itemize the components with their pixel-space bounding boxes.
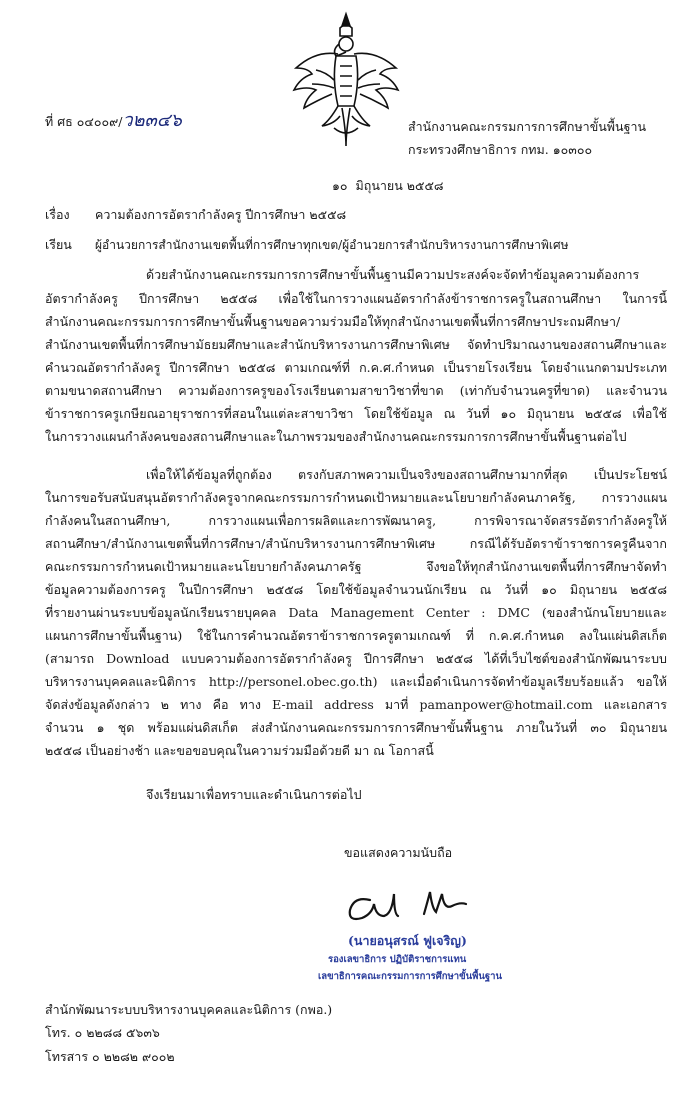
paragraph-1-line: สำนักงานคณะกรรมการการศึกษาขั้นพื้นฐานขอความร่วมมือให้ทุกสำนักงานเขตพื้นที่การศึกษาประถมศึกษา/ xyxy=(45,314,621,329)
signer-position: เลขาธิการคณะกรรมการการศึกษาขั้นพื้นฐาน xyxy=(318,971,502,982)
paragraph-1-line: ตามขนาดสถานศึกษา ความต้องการครูของโรงเรียนตามสาขาวิชาที่ขาด (เท่ากับจำนวนครูที่ขาด) และจำนวน xyxy=(45,383,667,398)
agency-name: สำนักงานคณะกรรมการการศึกษาขั้นพื้นฐาน xyxy=(408,119,647,134)
document-date xyxy=(332,177,444,195)
footer-phone: โทร. ๐ ๒๒๘๘ ๕๖๓๖ xyxy=(45,1025,160,1040)
paragraph-1-line: อัตรากำลังครู ปีการศึกษา ๒๕๕๘ เพื่อใช้ในการวางแผนอัตรากำลังข้าราชการครูในสถานศึกษา ในการนี้ xyxy=(45,291,667,306)
date-day: ๑๐ xyxy=(332,178,348,193)
paragraph-2-line: (สามารถ Download แบบความต้องการอัตรากำลังครู ปีการศึกษา ๒๕๕๘ ได้ที่เว็บไซต์ของสำนักพัฒนาระบบ xyxy=(45,651,667,666)
closing-request: จึงเรียนมาเพื่อทราบและดำเนินการต่อไป xyxy=(146,787,362,802)
reference-handwritten: ว๒๓๔๖ xyxy=(122,110,182,131)
paragraph-2-line: ๒๕๕๘ เป็นอย่างช้า และขอขอบคุณในความร่วมมือด้วยดี มา ณ โอกาสนี้ xyxy=(45,743,434,758)
paragraph-2-line: จำนวน ๑ ชุด พร้อมแผ่นดิสเก็ต ส่งสำนักงานคณะกรรมการการศึกษาขั้นพื้นฐาน ภายในวันที่ ๓๐ มิถุนายน xyxy=(45,720,667,735)
paragraph-1-line: คำนวณอัตรากำลังครู ปีการศึกษา ๒๕๕๘ ตามเกณฑ์ที่ ก.ค.ศ.กำหนด เป็นรายโรงเรียน โดยจำแนกตามประเภท xyxy=(45,360,667,375)
regards-text: ขอแสดงความนับถือ xyxy=(344,845,453,860)
paragraph-1-line: ข้าราชการครูเกษียณอายุราชการที่สอนในแต่ละสาขาวิชา โดยใช้ข้อมูล ณ วันที่ ๑๐ มิถุนายน ๒๕๕๘ เพื่อใช้ xyxy=(45,406,667,421)
recipient-label: เรียน xyxy=(45,237,72,252)
paragraph-2-line: แผนการศึกษาขั้นพื้นฐาน) ใช้ในการคำนวณอัตราข้าราชการครูตามเกณฑ์ ที่ ก.ค.ศ.กำหนด ลงในแผ่นดิสเก็ต xyxy=(45,628,667,643)
paragraph-2-line: ในการขอรับสนับสนุนอัตรากำลังครูจากคณะกรรมการกำหนดเป้าหมายและนโยบายกำลังคนภาครัฐ, การวางแผน xyxy=(45,490,667,505)
signer-name: (นายอนุสรณ์ ฟูเจริญ) xyxy=(348,933,467,948)
paragraph-2-line: ที่รายงานผ่านระบบข้อมูลนักเรียนรายบุคคล Data Management Center : DMC (ของสำนักนโยบายและ xyxy=(45,605,667,620)
agency-address: กระทรวงศึกษาธิการ กทม. ๑๐๓๐๐ xyxy=(408,142,593,157)
paragraph-1-line: ด้วยสำนักงานคณะกรรมการการศึกษาขั้นพื้นฐานมีความประสงค์จะจัดทำข้อมูลความต้องการ xyxy=(146,267,640,282)
signer-title: รองเลขาธิการ ปฏิบัติราชการแทน xyxy=(328,954,467,965)
paragraph-2-line: กำลังคนในสถานศึกษา, การวางแผนเพื่อการผลิตและการพัฒนาครู, การพิจารณาจัดสรรอัตรากำลังครูให้ xyxy=(45,513,667,528)
reference-number xyxy=(45,112,182,131)
footer-office: สำนักพัฒนาระบบบริหารงานบุคคลและนิติการ (กพอ.) xyxy=(45,1002,333,1017)
paragraph-2-line: คณะกรรมการกำหนดเป้าหมายและนโยบายกำลังคนภาครัฐ จึงขอให้ทุกสำนักงานเขตพื้นที่การศึกษาจัดทำ xyxy=(45,559,667,574)
paragraph-2-line: บริหารงานบุคคลและนิติการ http://personel.obec.go.th) และเมื่อดำเนินการจัดทำข้อมูลเรียบร้อยแล้ว ขอให้ xyxy=(45,674,667,689)
paragraph-2-line: ข้อมูลความต้องการครู ในปีการศึกษา ๒๕๕๘ โดยใช้ข้อมูลจำนวนนักเรียน ณ วันที่ ๑๐ มิถุนายน ๒๕๕๘ xyxy=(45,582,667,597)
signature-icon xyxy=(340,880,480,930)
date-month-year: มิถุนายน ๒๕๕๘ xyxy=(355,178,444,193)
reference-printed: ที่ ศธ ๐๔๐๐๙/ xyxy=(45,114,123,129)
paragraph-2-line: จัดส่งข้อมูลดังกล่าว ๒ ทาง คือ ทาง E-mail address มาที่ pamanpower@hotmail.com และเอกสาร xyxy=(45,697,667,712)
recipient-text: ผู้อำนวยการสำนักงานเขตพื้นที่การศึกษาทุกเขต/ผู้อำนวยการสำนักบริหารงานการศึกษาพิเศษ xyxy=(95,238,569,252)
paragraph-2-line: สถานศึกษา/สำนักงานเขตพื้นที่การศึกษา/สำนักบริหารงานการศึกษาพิเศษ กรณีได้รับอัตราข้าราชการครูคืนจาก xyxy=(45,536,667,551)
subject-text: ความต้องการอัตรากำลังครู ปีการศึกษา ๒๕๕๘ xyxy=(95,207,347,222)
garuda-emblem-icon xyxy=(286,10,406,150)
subject-label: เรื่อง xyxy=(45,207,70,222)
paragraph-2-line: เพื่อให้ได้ข้อมูลที่ถูกต้อง ตรงกับสภาพความเป็นจริงของสถานศึกษามากที่สุด เป็นประโยชน์ xyxy=(146,467,667,482)
paragraph-1-line: ในการวางแผนกำลังคนของสถานศึกษาและในภาพรวมของสำนักงานคณะกรรมการการศึกษาขั้นพื้นฐานต่อไป xyxy=(45,429,627,444)
footer-fax: โทรสาร ๐ ๒๒๘๒ ๙๐๐๒ xyxy=(45,1049,175,1064)
paragraph-1-line: สำนักงานเขตพื้นที่การศึกษามัธยมศึกษาและสำนักบริหารงานการศึกษาพิเศษ จัดทำปริมาณงานของสถานศึกษาและ xyxy=(45,337,667,352)
